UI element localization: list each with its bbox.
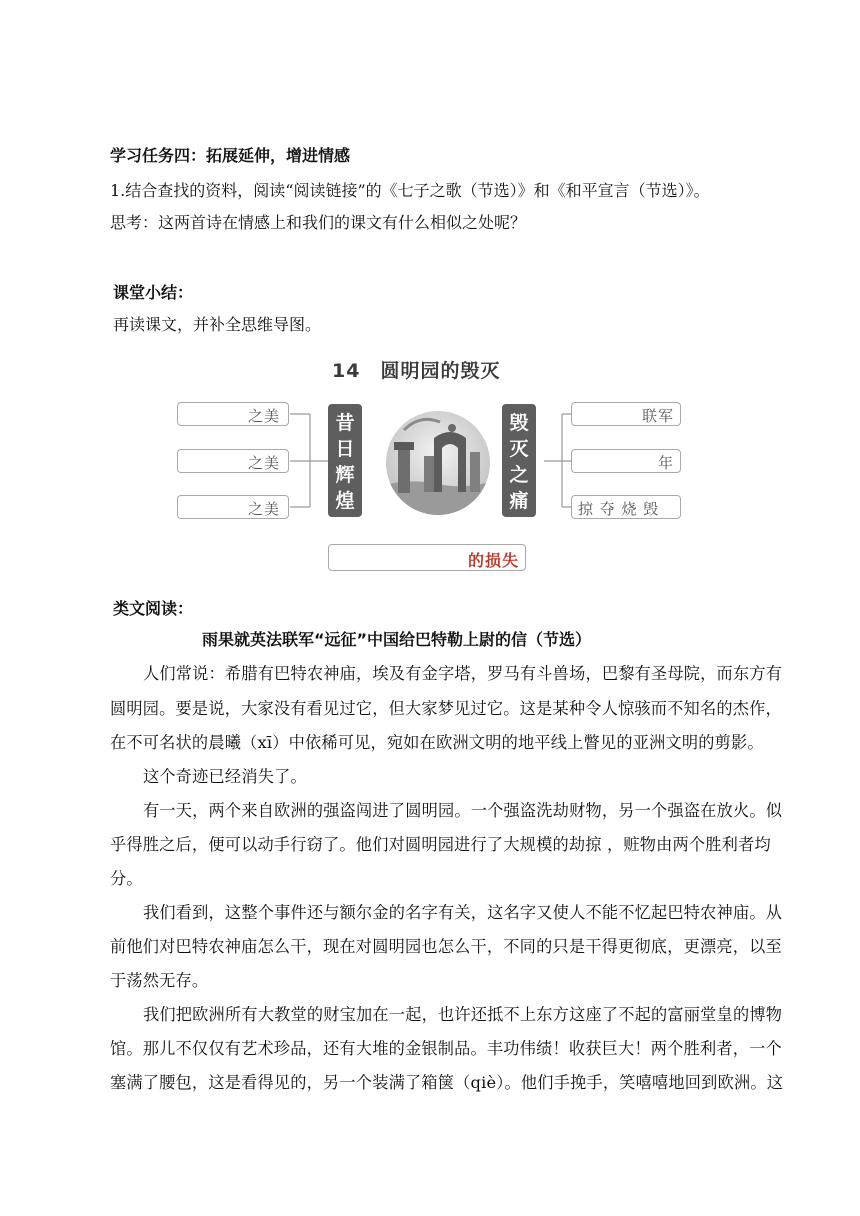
label-char: 毁 (509, 412, 529, 434)
paragraph-line: 在不可名状的晨曦（xī）中依稀可见，宛如在欧洲文明的地平线上瞥见的亚洲文明的剪影。 (110, 733, 764, 752)
label-char: 痛 (509, 490, 529, 512)
summary-text: 再读课文，并补全思维导图。 (113, 315, 322, 334)
paragraph-line: 人们常说：希腊有巴特农神庙，埃及有金字塔，罗马有斗兽场，巴黎有圣母院，而东方有 (143, 664, 783, 683)
right-blank-box-2 (571, 449, 681, 473)
loss-box-label: 的损失 (467, 551, 519, 570)
right-box-label: 联军 (641, 407, 674, 425)
reading-title: 雨果就英法联军“远征”中国给巴特勒上尉的信（节选） (202, 630, 592, 649)
task4-line-2: 思考：这两首诗在情感上和我们的课文有什么相似之处呢？ (110, 213, 527, 232)
paragraph-line: 有一天，两个来自欧洲的强盗闯进了圆明园。一个强盗洗劫财物，另一个强盗在放火。似 (143, 801, 783, 820)
mind-map-title: 14 圆明园的毁灭 (332, 360, 501, 382)
label-char: 之 (509, 464, 529, 486)
paragraph-line: 前他们对巴特农神庙怎么干，现在对圆明园也怎么干，不同的只是干得更彻底，更漂亮，以至 (110, 937, 782, 956)
left-box-label: 之美 (247, 454, 280, 472)
right-blank-box-3 (571, 495, 681, 519)
mind-map (170, 350, 690, 582)
paragraph-line: 分。 (110, 869, 143, 888)
label-char: 昔 (335, 412, 355, 434)
right-box-label: 年 (657, 454, 674, 472)
right-blank-box-1 (571, 402, 681, 426)
task4-heading: 学习任务四：拓展延伸，增进情感 (110, 146, 351, 165)
left-blank-box-1 (177, 402, 289, 426)
label-char: 辉 (335, 464, 355, 486)
summary-heading: 课堂小结： (113, 283, 194, 302)
label-char: 日 (335, 438, 355, 460)
ruins-image (380, 408, 496, 518)
glorious-past-label (328, 404, 362, 517)
paragraph-line: 我们把欧洲所有大教堂的财宝加在一起，也许还抵不上东方这座了不起的富丽堂皇的博物 (143, 1005, 783, 1024)
loss-blank-box (328, 544, 526, 571)
destruction-pain-label (502, 404, 536, 517)
label-char: 煌 (335, 490, 355, 512)
reading-heading: 类文阅读： (113, 599, 194, 618)
paragraph-line: 乎得胜之后，便可以动手行窃了。他们对圆明园进行了大规模的劫掠 ，赃物由两个胜利者均 (110, 835, 771, 854)
left-box-label: 之美 (247, 500, 280, 518)
paragraph-line: 于荡然无存。 (110, 971, 209, 990)
left-blank-box-3 (177, 495, 289, 519)
paragraph-line: 我们看到，这整个事件还与额尔金的名字有关，这名字又使人不能不忆起巴特农神庙。从 (143, 903, 783, 922)
paragraph-line: 圆明园。要是说，大家没有看见过它，但大家梦见过它。这是某种令人惊骇而不知名的杰作， (110, 699, 782, 718)
right-box-label: 掠 夺 烧 毁 (578, 500, 660, 518)
task4-line-1: 1.结合查找的资料，阅读“阅读链接”的《七子之歌（节选）》和《和平宣言（节选）》。 (110, 181, 710, 200)
paragraph-line: 这个奇迹已经消失了。 (143, 767, 307, 786)
left-blank-box-2 (177, 449, 289, 473)
left-box-label: 之美 (247, 407, 280, 425)
paragraph-line: 馆。那儿不仅仅有艺术珍品，还有大堆的金银制品。丰功伟绩！收获巨大！两个胜利者，一个 (110, 1039, 782, 1058)
paragraph-line: 塞满了腰包，这是看得见的，另一个装满了箱箧（qiè）。他们手挽手，笑嘻嘻地回到欧洲。这 (110, 1073, 784, 1092)
label-char: 灭 (509, 438, 529, 460)
